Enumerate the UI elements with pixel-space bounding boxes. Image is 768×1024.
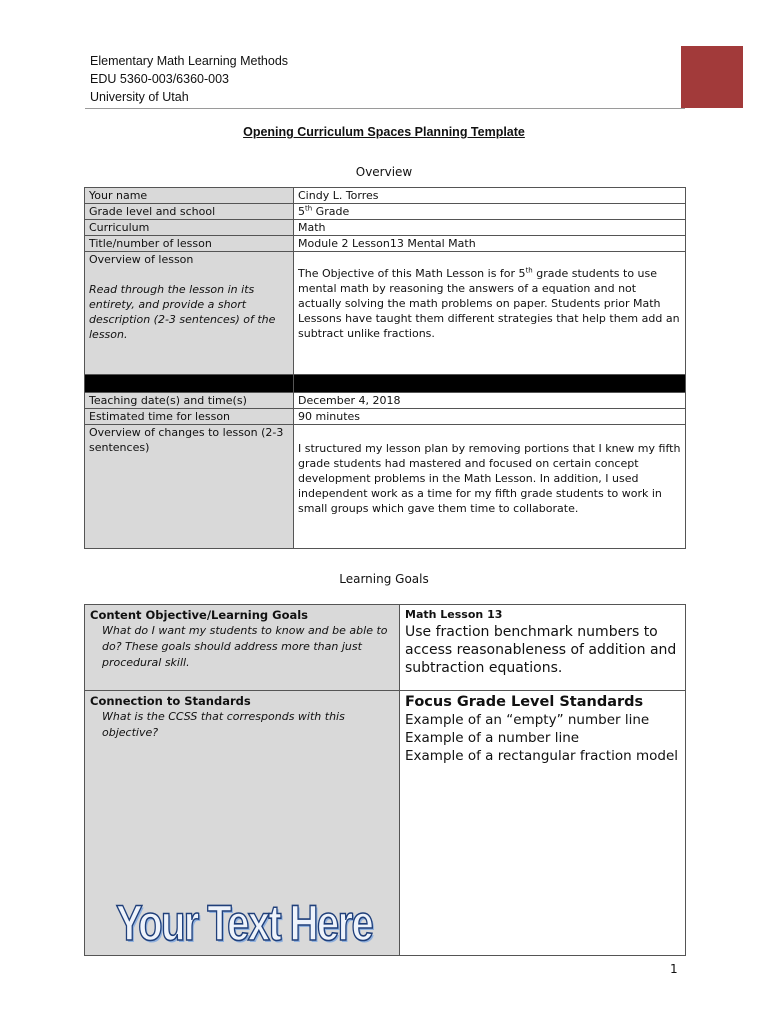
overview-table (84, 187, 686, 549)
overview-label-cell (85, 252, 294, 375)
changes-value: I structured my lesson plan by removing portions that I knew my fifth grade students had mastered and focused on certain concept development problems in the Math Lesson. In addition, I used independent work as a time for my fifth grade students to work in small groups which gave them time to collaborate. (294, 425, 686, 549)
learning-goals-heading: Learning Goals (339, 572, 429, 586)
content-objective-label: Content Objective/Learning Goals (90, 608, 309, 622)
table-row (85, 220, 686, 236)
lesson-goal-title: Math Lesson 13 (405, 608, 503, 621)
table-row (85, 409, 686, 425)
grade-label: Grade level and school (85, 204, 294, 220)
overview-instructions: Read through the lesson in its entirety, and provide a short description (2-3 sentences) of the lesson. (89, 283, 276, 341)
name-label: Your name (85, 188, 294, 204)
content-objective-prompt: What do I want my students to know and be able to do? These goals should address more than just procedural skill. (102, 624, 388, 669)
standards-item: Example of an “empty” number line (405, 712, 650, 728)
university-name: University of Utah (90, 90, 189, 104)
course-code: EDU 5360-003/6360-003 (90, 72, 229, 86)
time-label: Estimated time for lesson (85, 409, 294, 425)
curriculum-label: Curriculum (85, 220, 294, 236)
name-value: Cindy L. Torres (294, 188, 686, 204)
curriculum-value: Math (294, 220, 686, 236)
lesson-label: Title/number of lesson (85, 236, 294, 252)
lesson-goal-cell (400, 605, 686, 691)
table-row (85, 236, 686, 252)
grade-value: 5th Grade (294, 204, 686, 220)
page-number: 1 (670, 962, 678, 976)
lesson-value: Module 2 Lesson13 Mental Math (294, 236, 686, 252)
course-name: Elementary Math Learning Methods (90, 54, 289, 68)
table-row (85, 188, 686, 204)
standards-heading: Focus Grade Level Standards (405, 694, 644, 710)
overview-label: Overview of lesson (89, 253, 194, 266)
table-row (85, 425, 686, 549)
standards-label: Connection to Standards (90, 694, 251, 708)
overview-heading: Overview (355, 165, 413, 179)
document-title: Opening Curriculum Spaces Planning Template (243, 125, 525, 139)
document-header (90, 52, 288, 106)
lesson-goal-text: Use fraction benchmark numbers to access reasonableness of addition and subtraction equations. (405, 624, 677, 676)
table-row (85, 204, 686, 220)
table-row (85, 393, 686, 409)
standards-content-cell (400, 691, 686, 956)
time-value: 90 minutes (294, 409, 686, 425)
changes-label: Overview of changes to lesson (2-3 sentences) (85, 425, 294, 549)
wordart-placeholder[interactable]: Your Text Here (116, 895, 373, 951)
standards-prompt: What is the CCSS that corresponds with this objective? (102, 710, 345, 739)
header-divider (85, 108, 685, 109)
header-color-block (681, 46, 743, 108)
dates-value: December 4, 2018 (294, 393, 686, 409)
table-row (85, 252, 686, 375)
content-objective-cell (85, 605, 400, 691)
table-row (85, 605, 686, 691)
standards-item: Example of a number line (405, 730, 580, 746)
divider-row (85, 375, 686, 393)
dates-label: Teaching date(s) and time(s) (85, 393, 294, 409)
standards-item: Example of a rectangular fraction model (405, 748, 679, 764)
overview-value: The Objective of this Math Lesson is for 5th grade students to use mental math by reasoning the answers of a equation and not actually solving the math problems on paper. Students prior Math Lessons have taught them different strategies that help them add an subtract unlike fractions. (294, 252, 686, 375)
